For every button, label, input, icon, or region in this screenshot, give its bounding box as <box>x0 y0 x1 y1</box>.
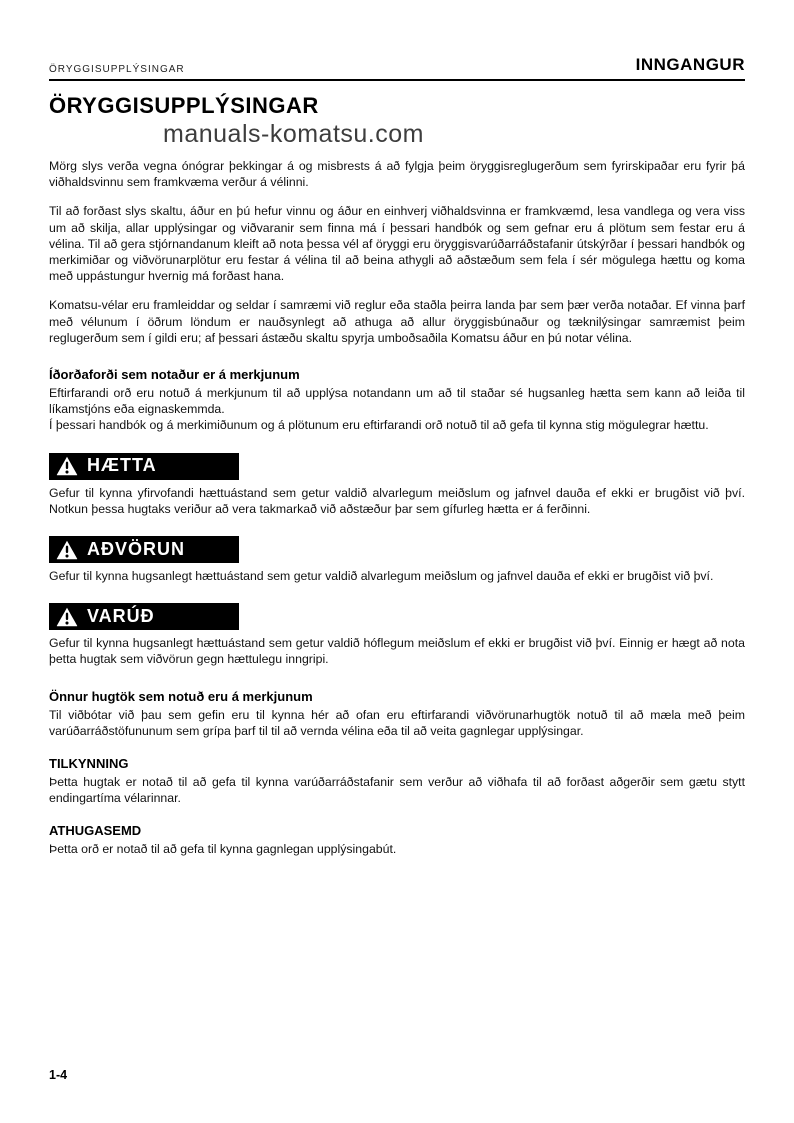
notice-heading: TILKYNNING <box>49 756 129 772</box>
danger-signal-text: Gefur til kynna yfirvofandi hættuástand sem getur valdið alvarlegum meiðslum og jafnvel dauða ef ekki er brugðist við því. Notkun þessa hugtaks veriður að vera takmarkað við aðstæður þar sem gífurleg hætta er á ferðinni. <box>49 485 745 516</box>
remark-paragraph: Þetta orð er notað til að gefa til kynna gagnlegan upplýsingabút. <box>49 842 397 857</box>
terminology-heading: Íðorðaforði sem notaður er á merkjunum <box>49 367 300 383</box>
warning-triangle-icon <box>56 456 78 476</box>
caution-signal-text: Gefur til kynna hugsanlegt hættuástand sem getur valdið hóflegum meiðslum ef ekki er brugðist við því. Einnig er hægt að nota þetta hugtak sem viðvörun gegn hættulegu inngripi. <box>49 636 745 667</box>
terminology-line-2: Í þessari handbók og á merkimiðunum og á plötunum eru eftirfarandi orð notuð til að gefa til kynna stig mögulegrar hættu. <box>49 418 709 433</box>
intro-paragraph-3: Komatsu-vélar eru framleiddar og seldar í samræmi við reglur eða staðla þeirra landa þar sem þær verða notaðar. Ef vinna þarf með vélunum í öðrum löndum er nauðsynlegt að athuga að allur öryggisbúnaður og tæknilýsingar samræmist þeim reglugerðum sem í gildi eru; af þessari ástæðu skaltu spyrja umboðsaðila Komatsu áður en þú notar vélina. <box>49 298 745 345</box>
page-header <box>49 0 745 81</box>
watermark-text: manuals-komatsu.com <box>163 120 424 148</box>
intro-paragraph-1: Mörg slys verða vegna ónógrar þekkingar á og misbrests á að fylgja þeim öryggisreglugerðum sem fyrirskipaðar eru fyrir þá viðhaldsvinnu sem framkvæma verður á vélinni. <box>49 159 745 190</box>
terminology-line-1: Eftirfarandi orð eru notuð á merkjunum til að upplýsa notandann um að til staðar sé hugsanleg hætta sem kann að leiða til líkamstjóns eða eignaskemmda. <box>49 386 745 417</box>
warning-signal-box <box>49 536 239 563</box>
warning-signal-text: Gefur til kynna hugsanlegt hættuástand sem getur valdið alvarlegum meiðslum og jafnvel dauða ef ekki er brugðist við því. <box>49 569 714 584</box>
page-title: ÖRYGGISUPPLÝSINGAR <box>49 93 319 118</box>
notice-paragraph: Þetta hugtak er notað til að gefa til kynna varúðarráðstafanir sem verður að viðhafa til að forðast aðgerðir sem gætu stytt endingartíma vélarinnar. <box>49 775 745 806</box>
caution-signal-box <box>49 603 239 630</box>
header-chapter-title: INNGANGUR <box>635 55 745 74</box>
caution-signal-label: VARÚÐ <box>87 605 155 626</box>
other-terms-heading: Önnur hugtök sem notuð eru á merkjunum <box>49 688 313 704</box>
intro-paragraph-2: Til að forðast slys skaltu, áður en þú hefur vinnu og áður en einhverj viðhaldsvinna er framkvæmd, lesa vandlega og vera viss um að skilja, allar upplýsingar og viðvaranir sem finna má í þessari handbók og sem gefnar eru á plötum sem festar eru á vélina. Til að gera stjórnandanum kleift að nota þessa vél af öryggi eru öryggisvarúðarráðstafanir útskýrðar í þessari handbók og merkimiðar og viðvörunarplötur eru festar á vélina til að beina athygli að aðstæðum sem fela í sér mögulega hættu og koma með uppástungur hvernig má forðast hana. <box>49 204 745 284</box>
page-content <box>49 0 745 858</box>
warning-triangle-icon <box>56 607 78 627</box>
header-section-title: ÖRYGGISUPPLÝSINGAR <box>49 64 185 75</box>
page-number: 1-4 <box>49 1068 68 1082</box>
warning-signal-label: AÐVÖRUN <box>87 538 186 559</box>
terminology-paragraph <box>49 385 745 434</box>
warning-triangle-icon <box>56 540 78 560</box>
danger-signal-box <box>49 453 239 480</box>
danger-signal-label: HÆTTA <box>87 455 157 476</box>
remark-heading: ATHUGASEMD <box>49 823 142 839</box>
other-terms-paragraph: Til viðbótar við þau sem gefin eru til kynna hér að ofan eru eftirfarandi viðvörunarhugtök notuð til að mæla með þeim varúðarráðstöfununum sem grípa þarf til til að vernda vélina eða til að veita gagnlegar upplýsingar. <box>49 707 745 738</box>
